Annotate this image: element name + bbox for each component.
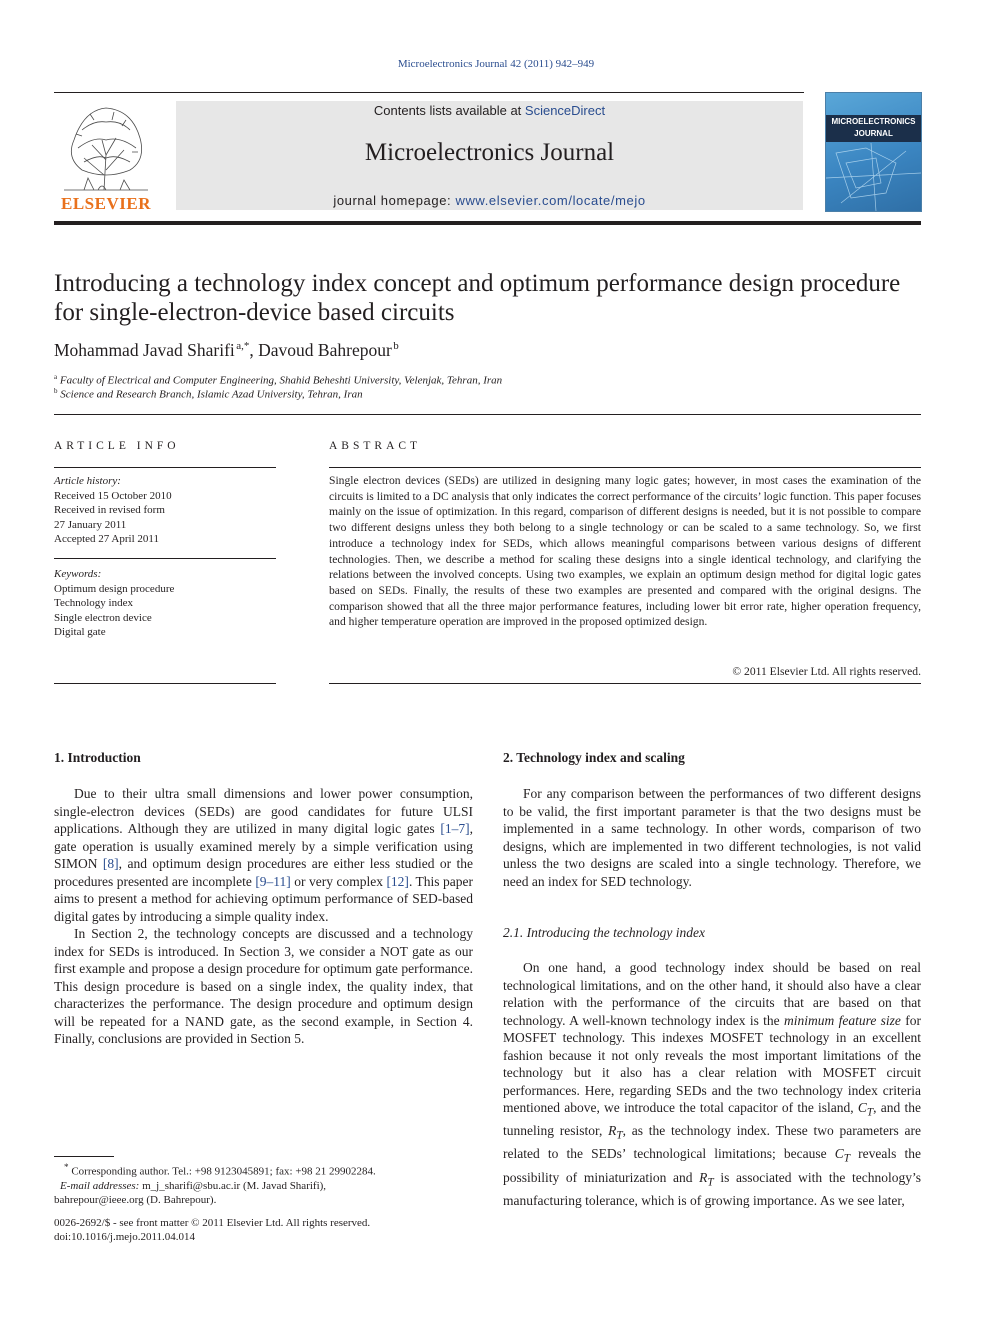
symbol-ct: $C_T$ [857,1100,874,1119]
paragraph [54,785,473,925]
footnote-text: Corresponding author. Tel.: +98 9123045891; fax: +98 21 29902284. [68,1165,376,1178]
text-run: , and the tunneling resistor, [503,1100,921,1139]
email-address[interactable]: bahrepour@ieee.org (D. Bahrepour). [54,1193,217,1206]
citation-link[interactable]: [12] [386,873,409,889]
header-thick-rule [54,221,921,225]
citation-link[interactable]: [8] [102,856,119,871]
affiliation-mark: b [54,387,58,395]
subsection-heading: 2.1. Introducing the technology index [503,925,705,940]
journal-citation[interactable]: Microelectronics Journal 42 (2011) 942–949 [397,58,595,70]
footnotes [54,1160,473,1207]
cover-title [826,115,921,142]
affiliation-text: Faculty of Electrical and Computer Engineering, Shahid Beheshti University, Velenjak, Tehran, Iran [59,374,503,387]
keyword: Single electron device [54,611,152,624]
corresponding-author-mark[interactable]: * [243,340,250,353]
section-heading-introduction: 1. Introduction [54,750,141,765]
author-separator: , [249,340,259,360]
text-run: for MOSFET technology. This indexes MOSFET technology in an excellent fashion because it not only reveals the most important limitations of the technology but it also has a clear relation with MOSFET circuit performances. Here, regarding SEDs and the two technology index criteria mentioned above, we introduce the total capacitor of the island, [503,1012,921,1115]
text-run: is associated with the technology’s manufacturing tolerance, which is of growing importance. As we see later, [503,1169,921,1208]
text-run: On one hand, a good technology index should be based on real technological limitations, and on the other hand, it should also have a clear relation with the performance of the circuits that are based on that technology. A well-known technology index is the [503,960,921,1028]
symbol-rt: $R_T$ [608,1123,623,1142]
citation-link[interactable]: [9–11] [255,873,291,889]
copyright-notice: © 2011 Elsevier Ltd. All rights reserved. [732,665,921,678]
affiliation-b [54,387,363,401]
affiliation-marks: b [393,340,399,353]
sciencedirect-link[interactable]: ScienceDirect [524,103,606,118]
section-heading-technology-index: 2. Technology index and scaling [503,750,685,765]
email-note [54,1179,473,1193]
introduction-body [54,785,473,1048]
cover-title-line1: MICROELECTRONICS [831,117,916,126]
paragraph: For any comparison between the performances of two different designs to be valid, the first important parameter is that the two designs must be implemented in a same technology. In other words, comparison of two designs, which are implemented in two different technologies, is not valid unless the two designs are scaled into a single technology. Therefore, we need an index for SED technology. [503,786,921,889]
homepage-link[interactable]: www.elsevier.com/locate/mejo [455,193,646,208]
symbol-rt: $R_T$ [699,1169,714,1189]
affiliation-marks: a, [236,340,244,353]
history-item: Accepted 27 April 2011 [54,533,159,545]
affiliation-a [54,373,502,387]
emphasis: minimum feature size [784,1012,901,1028]
text-run: . This paper aims to present a method for achieving optimum performance of SED-based digital gates by introducing a simple quality index. [54,873,473,924]
abstract-text: Single electron devices (SEDs) are utilized in designing many logic gates; however, in most cases the examination of the circuits is limited to a DC analysis that only indicates the correct performance of the circuits’ logic function. This paper focuses mainly on the issue of optimization. In this regard, comparison of different designs is needed, but it is not possible to compare two different designs unless they both belong to a single technology or can be scaled to a same technology. So, we first introduce a technology index for SEDs, which allows meaningful comparisons between various designs of different technologies. Then, we describe a method for scaling these designs into a single identical technology, and clarifying the relations between the involved concepts. Using two examples, we explain an optimum design method for digital logic gates based on SEDs. Finally, the results of these two examples are presented and compared with the original designs. The comparison showed that all the three major performance features, including lower bit error rate, higher operation frequency, and higher temperature operation are improved in the proposed optimized design. [329,474,921,629]
front-matter [54,1216,473,1244]
homepage-line [176,193,803,208]
abstract-rule [329,467,921,468]
email-address[interactable]: m_j_sharifi@sbu.ac.ir (M. Javad Sharifi), [139,1179,327,1192]
doi-line[interactable]: doi:10.1016/j.mejo.2011.04.014 [54,1231,196,1243]
paragraph: In Section 2, the technology concepts are discussed and a technology index for SEDs is introduced. In Section 3, we consider a NOT gate as our first example and propose a design procedure for optimum gate performance. This design procedure is based on a single index, the quality index, that characterizes the performance. The design procedure and optimum design will be repeated for a NAND gate, as the second example, in Section 4. Finally, conclusions are provided in Section 5. [54,926,473,1046]
author-name[interactable]: Davoud Bahrepour [258,340,392,360]
corresponding-author-note [54,1160,473,1179]
abstract-rule [329,683,921,684]
symbol-ct: $C_T$ [834,1146,851,1166]
author-list [54,340,399,361]
article-title: Introducing a technology index concept and optimum performance design procedure for single-electron-device based circuits [54,270,901,326]
section-rule [54,414,921,415]
cover-title-line2: JOURNAL [854,129,893,138]
journal-cover-thumbnail[interactable] [825,92,922,212]
section2-body [503,785,921,890]
contents-prefix: Contents lists available at [373,103,525,118]
paragraph [503,959,921,1209]
keyword: Technology index [54,597,133,609]
keyword: Digital gate [54,626,106,638]
header-rule [54,92,804,93]
subsection-body [503,959,921,1209]
contents-line [176,103,803,118]
publisher-logo-text: ELSEVIER [61,194,151,213]
cover-artwork [826,143,921,211]
article-info-heading: ARTICLE INFO [54,440,180,452]
author-name[interactable]: Mohammad Javad Sharifi [54,340,235,360]
citation-link[interactable]: [1–7] [440,821,470,836]
affiliation-mark: a [54,373,58,381]
history-item: Received 15 October 2010 [54,489,172,502]
text-run: Due to their ultra small dimensions and lower power consumption, single-electron devices (SEDs) are good candidates for future ULSI applications. Although they are utilized in many digital logic gates [54,786,473,836]
footnote-mark: * [64,1162,69,1172]
text-run: , gate operation is usually examined merely by a simple verification using SIMON [54,821,473,871]
text-run: , as the technology index. These two parameters are related to the SEDs’ technological limitations; because [503,1123,921,1162]
footnote-rule [54,1156,114,1157]
history-label: Article history: [54,475,121,487]
journal-title: Microelectronics Journal [364,139,615,166]
affiliation-text: Science and Research Branch, Islamic Azad University, Tehran, Iran [60,388,363,401]
info-rule [54,558,276,559]
abstract-heading: ABSTRACT [329,440,422,452]
issn-line: 0026-2692/$ - see front matter © 2011 Elsevier Ltd. All rights reserved. [54,1217,371,1229]
email-label: E-mail addresses: [60,1179,140,1192]
journal-masthead [176,101,803,210]
text-run: reveals the possibility of miniaturization and [503,1146,921,1185]
info-rule [54,683,276,684]
keyword: Optimum design procedure [54,582,175,595]
keywords-label: Keywords: [54,568,102,580]
keywords [54,567,276,640]
history-item: 27 January 2011 [54,518,127,531]
homepage-prefix: journal homepage: [333,193,456,208]
text-run: or very complex [290,873,387,889]
history-item: Received in revised form [54,504,165,516]
article-history [54,474,276,547]
info-rule [54,467,276,468]
text-run: , and optimum design procedures are either less studied or the procedures presented are incomplete [54,856,473,889]
